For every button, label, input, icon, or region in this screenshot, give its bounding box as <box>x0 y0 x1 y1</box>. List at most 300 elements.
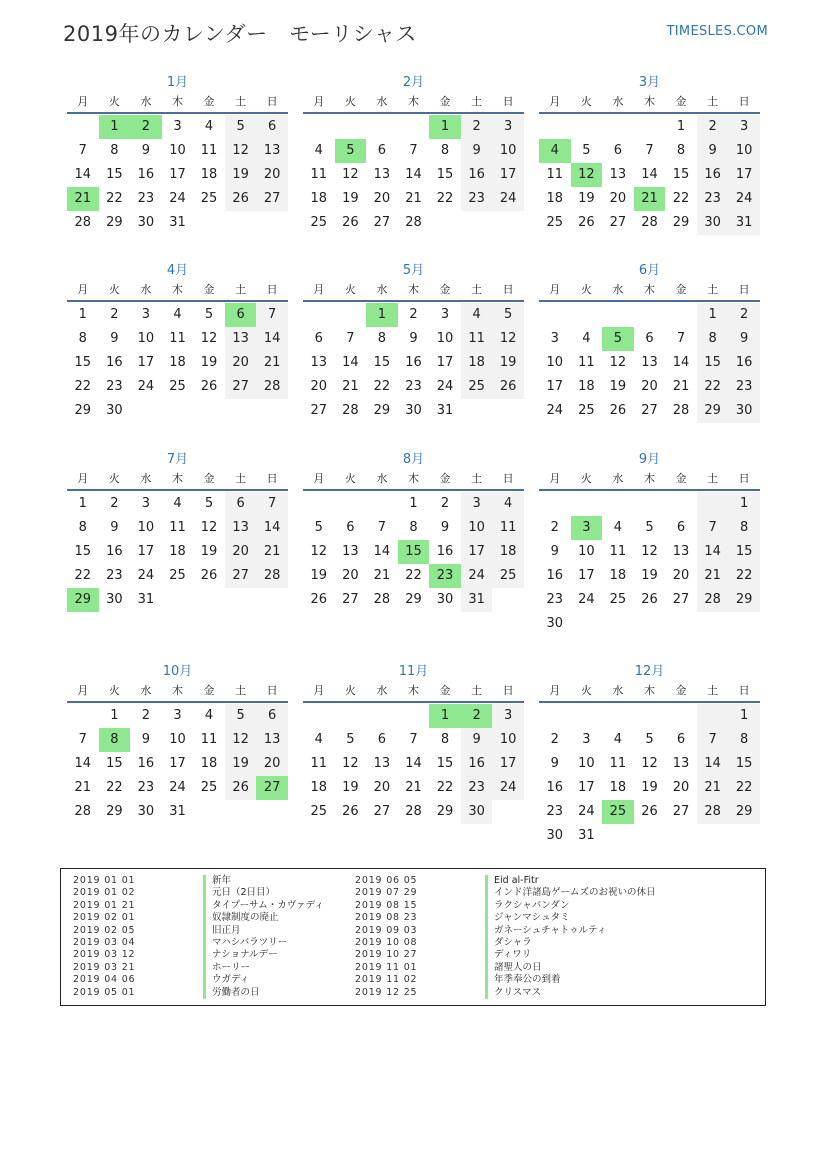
day-cell[interactable]: 22 <box>728 776 760 800</box>
day-cell[interactable]: 30 <box>106 592 123 607</box>
day-cell[interactable]: 22 <box>436 780 454 795</box>
day-cell[interactable]: 23 <box>405 379 422 394</box>
day-cell[interactable]: 15 <box>373 355 391 370</box>
holiday-day-cell[interactable]: 2 <box>461 704 493 728</box>
day-cell[interactable]: 20 <box>373 191 391 206</box>
day-cell[interactable]: 29 <box>106 215 123 230</box>
day-cell[interactable]: 16 <box>697 163 729 187</box>
day-cell[interactable]: 28 <box>641 215 658 230</box>
day-cell[interactable]: 12 <box>492 327 524 351</box>
day-cell[interactable]: 23 <box>546 592 564 607</box>
day-cell[interactable]: 3 <box>550 331 559 346</box>
day-cell[interactable]: 7 <box>256 303 288 327</box>
day-cell[interactable]: 15 <box>106 167 123 182</box>
day-cell[interactable]: 31 <box>137 592 155 607</box>
day-cell[interactable]: 30 <box>546 616 564 631</box>
day-cell[interactable]: 17 <box>492 163 524 187</box>
day-cell[interactable]: 30 <box>728 399 760 423</box>
day-cell[interactable]: 15 <box>74 355 92 370</box>
day-cell[interactable]: 6 <box>645 331 654 346</box>
day-cell[interactable]: 26 <box>342 215 359 230</box>
day-cell[interactable]: 30 <box>137 215 155 230</box>
day-cell[interactable]: 26 <box>225 776 257 800</box>
day-cell[interactable]: 30 <box>697 211 729 235</box>
day-cell[interactable]: 14 <box>697 540 729 564</box>
day-cell[interactable]: 19 <box>200 544 218 559</box>
day-cell[interactable]: 20 <box>672 780 690 795</box>
day-cell[interactable]: 17 <box>137 355 155 370</box>
day-cell[interactable]: 25 <box>492 564 524 588</box>
day-cell[interactable]: 6 <box>676 732 686 747</box>
day-cell[interactable]: 12 <box>310 544 328 559</box>
day-cell[interactable]: 20 <box>256 163 288 187</box>
day-cell[interactable]: 11 <box>609 756 627 771</box>
day-cell[interactable]: 29 <box>697 399 729 423</box>
day-cell[interactable]: 21 <box>256 351 288 375</box>
day-cell[interactable]: 11 <box>310 167 328 182</box>
day-cell[interactable]: 16 <box>436 544 454 559</box>
day-cell[interactable]: 2 <box>728 303 760 327</box>
day-cell[interactable]: 13 <box>641 355 658 370</box>
day-cell[interactable]: 3 <box>440 307 450 322</box>
day-cell[interactable]: 25 <box>169 379 186 394</box>
day-cell[interactable]: 18 <box>609 780 627 795</box>
day-cell[interactable]: 17 <box>169 167 186 182</box>
day-cell[interactable]: 1 <box>676 119 686 134</box>
day-cell[interactable]: 26 <box>641 592 658 607</box>
day-cell[interactable]: 25 <box>546 215 564 230</box>
day-cell[interactable]: 21 <box>342 379 359 394</box>
day-cell[interactable]: 29 <box>373 403 391 418</box>
day-cell[interactable]: 10 <box>728 139 760 163</box>
day-cell[interactable]: 2 <box>461 115 493 139</box>
day-cell[interactable]: 7 <box>256 492 288 516</box>
holiday-day-cell[interactable]: 29 <box>67 588 99 612</box>
day-cell[interactable]: 31 <box>461 588 493 612</box>
day-cell[interactable]: 25 <box>310 804 328 819</box>
day-cell[interactable]: 9 <box>110 520 119 535</box>
day-cell[interactable]: 5 <box>492 303 524 327</box>
day-cell[interactable]: 7 <box>676 331 686 346</box>
day-cell[interactable]: 4 <box>582 331 591 346</box>
day-cell[interactable]: 14 <box>342 355 359 370</box>
day-cell[interactable]: 24 <box>436 379 454 394</box>
day-cell[interactable]: 4 <box>461 303 493 327</box>
day-cell[interactable]: 27 <box>310 403 328 418</box>
day-cell[interactable]: 11 <box>546 167 564 182</box>
day-cell[interactable]: 22 <box>672 191 690 206</box>
day-cell[interactable]: 8 <box>78 331 87 346</box>
day-cell[interactable]: 13 <box>342 544 359 559</box>
day-cell[interactable]: 26 <box>310 592 328 607</box>
day-cell[interactable]: 7 <box>645 143 654 158</box>
day-cell[interactable]: 16 <box>728 351 760 375</box>
day-cell[interactable]: 6 <box>377 732 387 747</box>
day-cell[interactable]: 21 <box>74 780 92 795</box>
day-cell[interactable]: 1 <box>78 496 87 511</box>
day-cell[interactable]: 10 <box>137 520 155 535</box>
day-cell[interactable]: 5 <box>314 520 323 535</box>
day-cell[interactable]: 1 <box>78 307 87 322</box>
day-cell[interactable]: 22 <box>106 191 123 206</box>
day-cell[interactable]: 13 <box>256 139 288 163</box>
day-cell[interactable]: 18 <box>492 540 524 564</box>
day-cell[interactable]: 10 <box>169 143 186 158</box>
day-cell[interactable]: 4 <box>314 732 323 747</box>
day-cell[interactable]: 23 <box>728 375 760 399</box>
day-cell[interactable]: 3 <box>141 496 151 511</box>
day-cell[interactable]: 27 <box>373 804 391 819</box>
holiday-day-cell[interactable]: 1 <box>99 115 131 139</box>
day-cell[interactable]: 8 <box>728 728 760 752</box>
day-cell[interactable]: 13 <box>373 167 391 182</box>
day-cell[interactable]: 28 <box>74 804 92 819</box>
day-cell[interactable]: 10 <box>546 355 564 370</box>
day-cell[interactable]: 20 <box>672 568 690 583</box>
day-cell[interactable]: 28 <box>405 804 422 819</box>
day-cell[interactable]: 13 <box>672 544 690 559</box>
day-cell[interactable]: 6 <box>377 143 387 158</box>
day-cell[interactable]: 9 <box>728 327 760 351</box>
day-cell[interactable]: 19 <box>225 163 257 187</box>
day-cell[interactable]: 21 <box>697 564 729 588</box>
day-cell[interactable]: 19 <box>342 191 359 206</box>
day-cell[interactable]: 12 <box>342 167 359 182</box>
day-cell[interactable]: 5 <box>582 143 591 158</box>
day-cell[interactable]: 16 <box>106 544 123 559</box>
day-cell[interactable]: 6 <box>256 115 288 139</box>
day-cell[interactable]: 22 <box>373 379 391 394</box>
day-cell[interactable]: 27 <box>672 592 690 607</box>
day-cell[interactable]: 3 <box>492 115 524 139</box>
day-cell[interactable]: 11 <box>310 756 328 771</box>
day-cell[interactable]: 16 <box>461 752 493 776</box>
day-cell[interactable]: 7 <box>697 728 729 752</box>
day-cell[interactable]: 18 <box>310 780 328 795</box>
holiday-day-cell[interactable]: 2 <box>130 115 162 139</box>
day-cell[interactable]: 4 <box>173 496 182 511</box>
day-cell[interactable]: 10 <box>436 331 454 346</box>
day-cell[interactable]: 11 <box>492 516 524 540</box>
day-cell[interactable]: 14 <box>405 167 422 182</box>
day-cell[interactable]: 15 <box>106 756 123 771</box>
day-cell[interactable]: 17 <box>578 780 595 795</box>
day-cell[interactable]: 22 <box>74 568 92 583</box>
day-cell[interactable]: 17 <box>436 355 454 370</box>
day-cell[interactable]: 9 <box>461 728 493 752</box>
day-cell[interactable]: 28 <box>672 403 690 418</box>
day-cell[interactable]: 15 <box>436 756 454 771</box>
day-cell[interactable]: 3 <box>582 732 591 747</box>
day-cell[interactable]: 30 <box>137 804 155 819</box>
day-cell[interactable]: 2 <box>110 496 119 511</box>
day-cell[interactable]: 15 <box>728 752 760 776</box>
day-cell[interactable]: 6 <box>225 492 257 516</box>
day-cell[interactable]: 6 <box>613 143 623 158</box>
day-cell[interactable]: 14 <box>256 327 288 351</box>
day-cell[interactable]: 26 <box>225 187 257 211</box>
day-cell[interactable]: 24 <box>728 187 760 211</box>
day-cell[interactable]: 10 <box>578 756 595 771</box>
day-cell[interactable]: 3 <box>492 704 524 728</box>
day-cell[interactable]: 17 <box>137 544 155 559</box>
day-cell[interactable]: 18 <box>546 191 564 206</box>
day-cell[interactable]: 29 <box>436 804 454 819</box>
day-cell[interactable]: 28 <box>74 215 92 230</box>
day-cell[interactable]: 24 <box>169 191 186 206</box>
day-cell[interactable]: 9 <box>550 756 559 771</box>
day-cell[interactable]: 24 <box>137 379 155 394</box>
day-cell[interactable]: 11 <box>169 331 186 346</box>
day-cell[interactable]: 4 <box>173 307 182 322</box>
day-cell[interactable]: 24 <box>169 780 186 795</box>
day-cell[interactable]: 5 <box>645 520 654 535</box>
day-cell[interactable]: 19 <box>342 780 359 795</box>
day-cell[interactable]: 6 <box>346 520 355 535</box>
holiday-day-cell[interactable]: 25 <box>602 800 634 824</box>
day-cell[interactable]: 22 <box>106 780 123 795</box>
day-cell[interactable]: 28 <box>256 375 288 399</box>
day-cell[interactable]: 20 <box>256 752 288 776</box>
day-cell[interactable]: 5 <box>645 732 654 747</box>
day-cell[interactable]: 18 <box>169 355 186 370</box>
day-cell[interactable]: 3 <box>728 115 760 139</box>
day-cell[interactable]: 12 <box>609 355 627 370</box>
day-cell[interactable]: 14 <box>672 355 690 370</box>
day-cell[interactable]: 16 <box>546 780 564 795</box>
day-cell[interactable]: 28 <box>373 592 391 607</box>
day-cell[interactable]: 27 <box>225 564 257 588</box>
day-cell[interactable]: 23 <box>106 568 123 583</box>
day-cell[interactable]: 28 <box>256 564 288 588</box>
day-cell[interactable]: 24 <box>492 776 524 800</box>
day-cell[interactable]: 24 <box>137 568 155 583</box>
day-cell[interactable]: 2 <box>141 708 151 723</box>
day-cell[interactable]: 29 <box>672 215 690 230</box>
day-cell[interactable]: 9 <box>110 331 119 346</box>
holiday-day-cell[interactable]: 1 <box>429 704 461 728</box>
holiday-day-cell[interactable]: 27 <box>256 776 288 800</box>
day-cell[interactable]: 30 <box>106 403 123 418</box>
day-cell[interactable]: 5 <box>225 115 257 139</box>
day-cell[interactable]: 22 <box>74 379 92 394</box>
day-cell[interactable]: 24 <box>546 403 564 418</box>
day-cell[interactable]: 11 <box>200 143 218 158</box>
day-cell[interactable]: 26 <box>200 568 218 583</box>
day-cell[interactable]: 11 <box>578 355 595 370</box>
day-cell[interactable]: 25 <box>578 403 595 418</box>
day-cell[interactable]: 14 <box>74 756 92 771</box>
day-cell[interactable]: 8 <box>697 327 729 351</box>
day-cell[interactable]: 4 <box>204 119 214 134</box>
day-cell[interactable]: 12 <box>200 520 218 535</box>
day-cell[interactable]: 27 <box>225 375 257 399</box>
day-cell[interactable]: 12 <box>200 331 218 346</box>
day-cell[interactable]: 2 <box>440 496 450 511</box>
day-cell[interactable]: 23 <box>461 776 493 800</box>
day-cell[interactable]: 14 <box>697 752 729 776</box>
day-cell[interactable]: 5 <box>225 704 257 728</box>
day-cell[interactable]: 15 <box>672 167 690 182</box>
day-cell[interactable]: 3 <box>461 492 493 516</box>
day-cell[interactable]: 28 <box>405 215 422 230</box>
day-cell[interactable]: 20 <box>373 780 391 795</box>
day-cell[interactable]: 16 <box>106 355 123 370</box>
day-cell[interactable]: 20 <box>310 379 328 394</box>
day-cell[interactable]: 22 <box>728 564 760 588</box>
day-cell[interactable]: 24 <box>461 564 493 588</box>
day-cell[interactable]: 18 <box>461 351 493 375</box>
day-cell[interactable]: 22 <box>436 191 454 206</box>
day-cell[interactable]: 27 <box>641 403 658 418</box>
day-cell[interactable]: 8 <box>440 732 450 747</box>
day-cell[interactable]: 21 <box>405 191 422 206</box>
day-cell[interactable]: 15 <box>436 167 454 182</box>
day-cell[interactable]: 27 <box>256 187 288 211</box>
day-cell[interactable]: 10 <box>492 728 524 752</box>
day-cell[interactable]: 14 <box>405 756 422 771</box>
day-cell[interactable]: 16 <box>461 163 493 187</box>
day-cell[interactable]: 7 <box>78 732 87 747</box>
day-cell[interactable]: 25 <box>310 215 328 230</box>
holiday-day-cell[interactable]: 21 <box>634 187 666 211</box>
day-cell[interactable]: 4 <box>613 520 623 535</box>
day-cell[interactable]: 26 <box>200 379 218 394</box>
day-cell[interactable]: 29 <box>728 588 760 612</box>
day-cell[interactable]: 3 <box>173 119 182 134</box>
day-cell[interactable]: 5 <box>204 496 214 511</box>
day-cell[interactable]: 10 <box>137 331 155 346</box>
day-cell[interactable]: 14 <box>641 167 658 182</box>
day-cell[interactable]: 31 <box>169 804 186 819</box>
day-cell[interactable]: 19 <box>578 191 595 206</box>
day-cell[interactable]: 31 <box>578 828 595 843</box>
day-cell[interactable]: 10 <box>492 139 524 163</box>
day-cell[interactable]: 20 <box>342 568 359 583</box>
day-cell[interactable]: 18 <box>609 568 627 583</box>
day-cell[interactable]: 17 <box>461 540 493 564</box>
day-cell[interactable]: 21 <box>697 776 729 800</box>
day-cell[interactable]: 28 <box>697 588 729 612</box>
day-cell[interactable]: 30 <box>405 403 422 418</box>
day-cell[interactable]: 24 <box>578 804 595 819</box>
day-cell[interactable]: 2 <box>550 732 559 747</box>
day-cell[interactable]: 19 <box>609 379 627 394</box>
day-cell[interactable]: 14 <box>256 516 288 540</box>
holiday-day-cell[interactable]: 21 <box>67 187 99 211</box>
day-cell[interactable]: 23 <box>546 804 564 819</box>
day-cell[interactable]: 12 <box>225 139 257 163</box>
day-cell[interactable]: 25 <box>200 780 218 795</box>
day-cell[interactable]: 23 <box>106 379 123 394</box>
day-cell[interactable]: 30 <box>461 800 493 824</box>
day-cell[interactable]: 12 <box>342 756 359 771</box>
day-cell[interactable]: 17 <box>169 756 186 771</box>
day-cell[interactable]: 31 <box>436 403 454 418</box>
holiday-day-cell[interactable]: 3 <box>571 516 603 540</box>
holiday-day-cell[interactable]: 23 <box>429 564 461 588</box>
day-cell[interactable]: 23 <box>697 187 729 211</box>
day-cell[interactable]: 15 <box>697 351 729 375</box>
day-cell[interactable]: 21 <box>373 568 391 583</box>
day-cell[interactable]: 26 <box>609 403 627 418</box>
day-cell[interactable]: 25 <box>461 375 493 399</box>
day-cell[interactable]: 9 <box>550 544 559 559</box>
day-cell[interactable]: 26 <box>342 804 359 819</box>
day-cell[interactable]: 7 <box>409 732 418 747</box>
day-cell[interactable]: 25 <box>200 191 218 206</box>
day-cell[interactable]: 18 <box>578 379 595 394</box>
day-cell[interactable]: 4 <box>492 492 524 516</box>
day-cell[interactable]: 1 <box>110 708 119 723</box>
day-cell[interactable]: 16 <box>546 568 564 583</box>
day-cell[interactable]: 15 <box>74 544 92 559</box>
day-cell[interactable]: 18 <box>200 756 218 771</box>
day-cell[interactable]: 19 <box>492 351 524 375</box>
day-cell[interactable]: 19 <box>641 568 658 583</box>
day-cell[interactable]: 2 <box>550 520 559 535</box>
day-cell[interactable]: 18 <box>310 191 328 206</box>
day-cell[interactable]: 26 <box>578 215 595 230</box>
day-cell[interactable]: 4 <box>613 732 623 747</box>
day-cell[interactable]: 9 <box>141 732 151 747</box>
day-cell[interactable]: 28 <box>342 403 359 418</box>
day-cell[interactable]: 13 <box>225 327 257 351</box>
day-cell[interactable]: 16 <box>405 355 422 370</box>
day-cell[interactable]: 13 <box>609 167 627 182</box>
day-cell[interactable]: 4 <box>314 143 323 158</box>
day-cell[interactable]: 11 <box>461 327 493 351</box>
day-cell[interactable]: 18 <box>169 544 186 559</box>
day-cell[interactable]: 9 <box>440 520 450 535</box>
day-cell[interactable]: 19 <box>225 752 257 776</box>
day-cell[interactable]: 17 <box>578 568 595 583</box>
day-cell[interactable]: 20 <box>225 351 257 375</box>
day-cell[interactable]: 21 <box>405 780 422 795</box>
holiday-day-cell[interactable]: 5 <box>335 139 367 163</box>
day-cell[interactable]: 23 <box>137 780 155 795</box>
holiday-day-cell[interactable]: 5 <box>602 327 634 351</box>
day-cell[interactable]: 29 <box>405 592 422 607</box>
day-cell[interactable]: 1 <box>728 704 760 728</box>
day-cell[interactable]: 2 <box>110 307 119 322</box>
day-cell[interactable]: 20 <box>641 379 658 394</box>
day-cell[interactable]: 19 <box>641 780 658 795</box>
day-cell[interactable]: 19 <box>310 568 328 583</box>
day-cell[interactable]: 27 <box>373 215 391 230</box>
day-cell[interactable]: 1 <box>409 496 418 511</box>
day-cell[interactable]: 27 <box>609 215 627 230</box>
day-cell[interactable]: 8 <box>440 143 450 158</box>
holiday-day-cell[interactable]: 4 <box>539 139 571 163</box>
holiday-day-cell[interactable]: 1 <box>429 115 461 139</box>
day-cell[interactable]: 10 <box>461 516 493 540</box>
day-cell[interactable]: 5 <box>346 732 355 747</box>
day-cell[interactable]: 23 <box>461 187 493 211</box>
day-cell[interactable]: 9 <box>697 139 729 163</box>
day-cell[interactable]: 27 <box>342 592 359 607</box>
day-cell[interactable]: 31 <box>169 215 186 230</box>
day-cell[interactable]: 22 <box>697 375 729 399</box>
day-cell[interactable]: 12 <box>225 728 257 752</box>
day-cell[interactable]: 13 <box>373 756 391 771</box>
day-cell[interactable]: 29 <box>728 800 760 824</box>
day-cell[interactable]: 19 <box>200 355 218 370</box>
holiday-day-cell[interactable]: 8 <box>99 728 131 752</box>
day-cell[interactable]: 26 <box>492 375 524 399</box>
day-cell[interactable]: 24 <box>492 187 524 211</box>
day-cell[interactable]: 24 <box>578 592 595 607</box>
